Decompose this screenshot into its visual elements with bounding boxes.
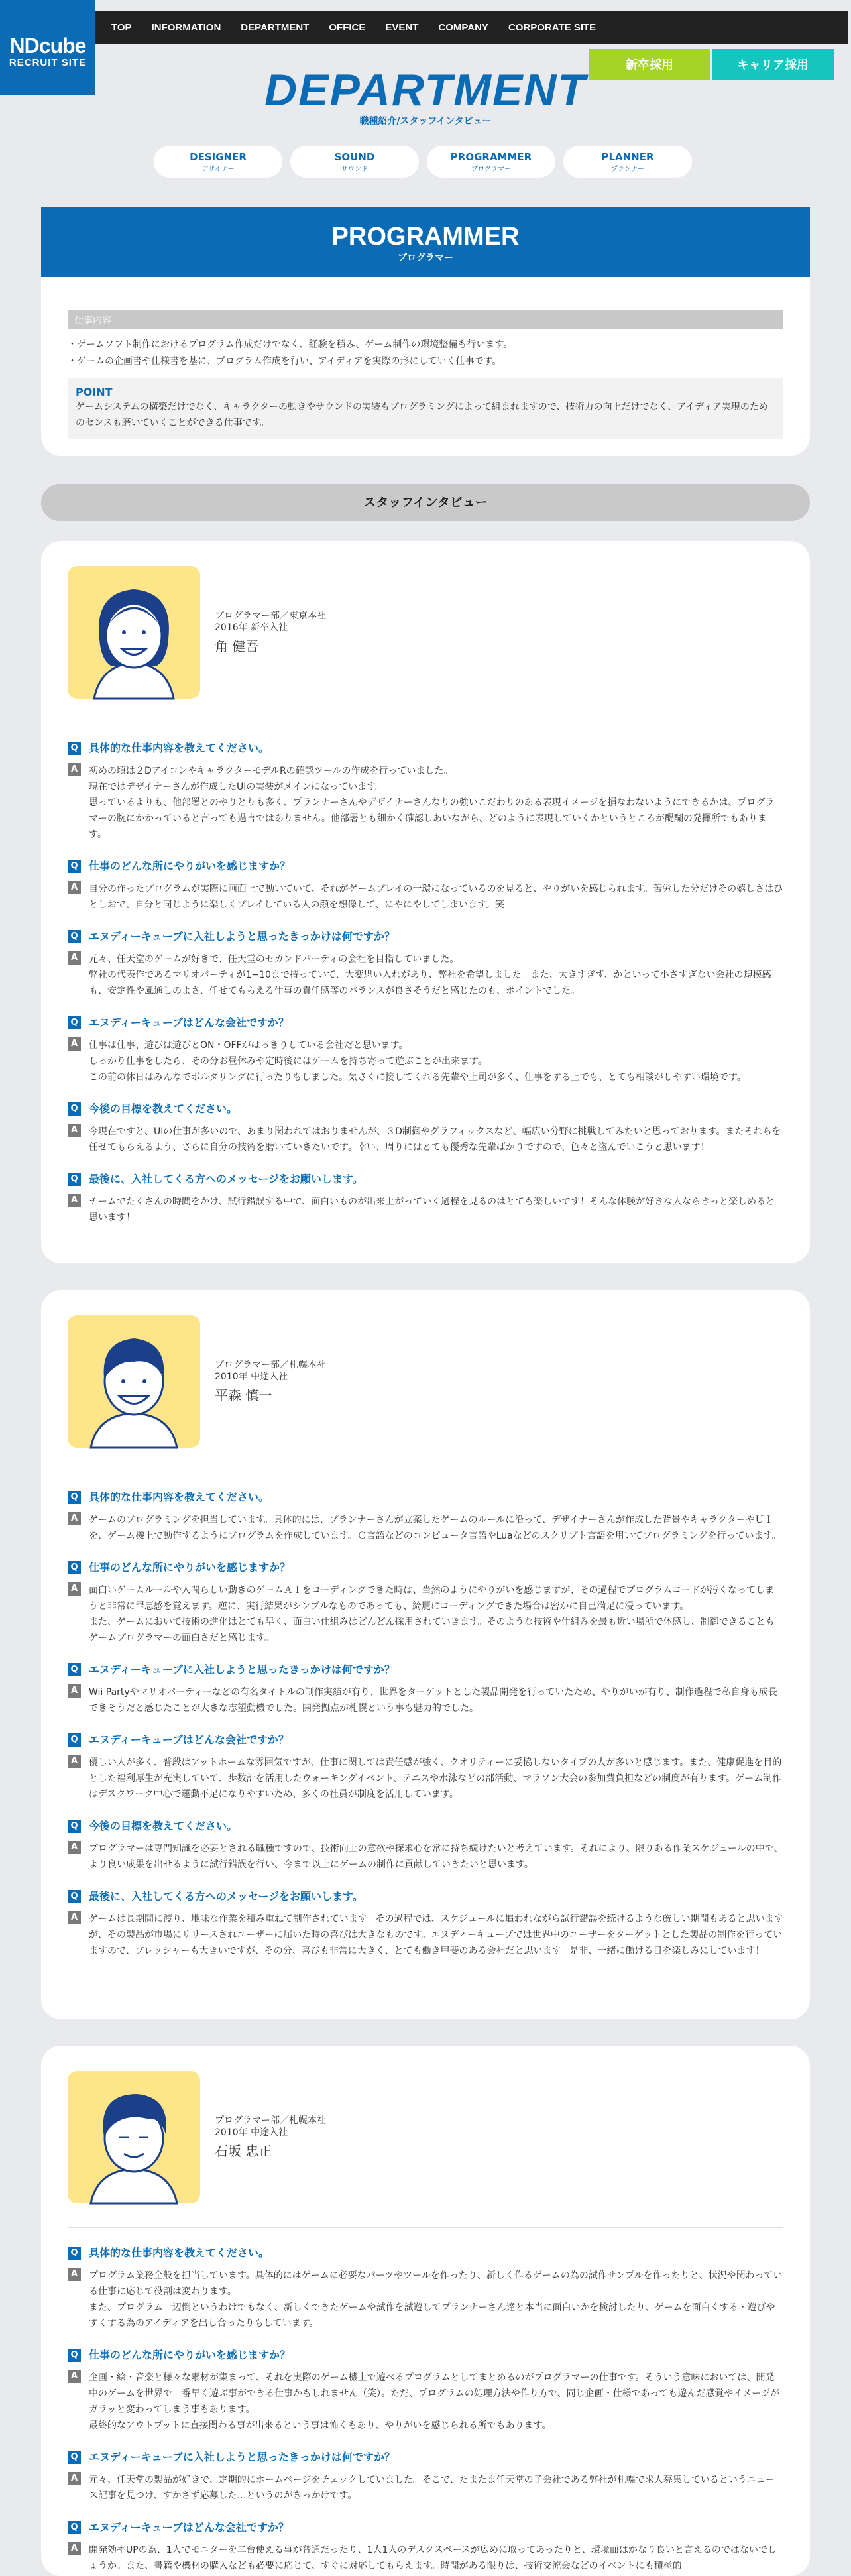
qa-item	[68, 1561, 783, 1646]
section-label: 仕事内容	[68, 310, 783, 329]
a-badge: A	[68, 1582, 81, 1596]
staff-name: 平森 慎一	[215, 1387, 272, 1403]
qa-item	[68, 1016, 783, 1085]
logo-name: NDcube	[9, 34, 86, 58]
staff-card	[41, 1290, 810, 2019]
q-badge: Q	[68, 1890, 81, 1903]
q-badge: Q	[68, 1663, 81, 1676]
answer: 優しい人が多く、普段はアットホームな雰囲気ですが、仕事に関しては責任感が強く、クオリティーに妥協しないタイプの人が多いと感じます。また、健康促進を目的とした福利厚生が充実していて、歩数計を活用したウォーキングイベント、テニスや水泳などの部活動、マラソン大会の参加費負担などの制度が有ります。ゲーム制作はデスクワーク中心で運動不足になりやすいため、多くの社員が制度を活用しています。	[89, 1757, 782, 1800]
hero	[0, 66, 851, 127]
tab-sound[interactable]	[290, 146, 419, 178]
tab-sublabel: サウンド	[341, 166, 368, 173]
tab-label: DESIGNER	[190, 151, 247, 163]
qa-item	[68, 860, 783, 913]
answer: 面白いゲームルールや人間らしい動きのゲームＡＩをコーディングできた時は、当然のようにやりがいを感じますが、その過程でプログラムコードが汚くなってしまうと非常に罪悪感を覚えます。逆に、実行結果がシンプルなものであっても、綺麗にコーディングできた場合は密かに自己満足に浸っています。 また、ゲームにおいて技術の進化はとても早く、面白い仕組みはどんどん採用されていきます。そのような技術や仕組みを最も近い場所で体感し、制御できることもゲームプログラマーの面白さだと感じます。	[89, 1585, 775, 1643]
staff-department: プログラマー部／札幌本社	[215, 1360, 326, 1370]
nav-information[interactable]: INFORMATION	[151, 21, 221, 33]
tab-designer[interactable]	[154, 146, 282, 178]
page-subtitle: 職種紹介/スタッフインタビュー	[359, 116, 492, 127]
answer: ゲームは長期間に渡り、地味な作業を積み重ねて制作されています。その過程では、スケジュールに追われながら試行錯誤を続けるような厳しい期間もあると思いますが、その製品が市場にリリースされユーザーに届いた時の喜びは大きなものです。エヌディーキューブでは世界中のユーザーをターゲットとした製品の制作を行っていますので、プレッシャーも大きいですが、その分、喜びも非常に大きく、とても働き甲斐のある会社だと思います。是非、一緒に働ける日を楽しみにしています！	[89, 1914, 783, 1956]
answer: プログラマーは専門知識を必要とされる職種ですので、技術向上の意欲や探求心を常に持ち続けたいと考えています。それにより、限りある作業スケジュールの中で、より良い成果を出せるように試行錯誤を行い、今まで以上にゲームの制作に貢献していきたいと思います。	[89, 1844, 783, 1870]
a-badge: A	[68, 1512, 81, 1525]
tab-sublabel: プランナー	[611, 166, 644, 173]
staff-name: 石坂 忠正	[215, 2143, 272, 2159]
nav-corporate-site[interactable]: CORPORATE SITE	[508, 21, 596, 33]
job-header	[41, 207, 810, 277]
q-badge: Q	[68, 1102, 81, 1116]
point-body: ゲームシステムの構築だけでなく、キャラクターの動きやサウンドの実装もプログラミングによって組まれますので、技術力の向上だけでなく、アイディア実現のためのセンスも磨いていくことができる仕事です。	[76, 402, 768, 428]
question: 今後の目標を教えてください。	[89, 1102, 238, 1115]
point-box	[68, 378, 783, 439]
a-badge: A	[68, 881, 81, 894]
answer: 元々、任天堂の製品が好きで、定期的にホームページをチェックしていました。そこで、たまたま任天堂の子会社である弊社が札幌で求人募集しているというニュース記事を見つけ、すかさず応募した…というのがきっかけです。	[89, 2475, 775, 2501]
q-badge: Q	[68, 1016, 81, 1029]
qa-item	[68, 2247, 783, 2331]
staff-info	[215, 566, 326, 652]
question: 仕事のどんな所にやりがいを感じますか？	[89, 2349, 291, 2361]
answer: プログラム業務全般を担当しています。具体的にはゲームに必要なパーツやツールを作ったり、新しく作るゲームの為の試作サンプルを作ったりと、状況や関わっている仕事に応じて役割は変わります。 また、プログラム一辺倒というわけでもなく、新しくできたゲームや試作を試遊してプランナーさん達と本当に面白いかを検討したり、ゲームを面白くする・遊びやすくする為のアイディアを出し合ったりもしています。	[89, 2270, 783, 2329]
qa-item	[68, 1102, 783, 1155]
staff-card	[41, 541, 810, 1263]
nav-top[interactable]: TOP	[111, 21, 132, 33]
staff-portrait	[68, 2071, 200, 2203]
new-graduate-button[interactable]: 新卒採用	[589, 49, 710, 80]
q-badge: Q	[68, 930, 81, 943]
a-badge: A	[68, 1841, 81, 1854]
qa-item	[68, 1820, 783, 1873]
staff-name: 角 健吾	[215, 638, 259, 654]
duty-item: ・ゲームの企画書や仕様書を基に、プログラム作成を行い、アイディアを実際の形にしていく仕事です。	[68, 356, 502, 367]
answer: 企画・絵・音楽と様々な素材が集まって、それを実際のゲーム機上で遊べるプログラムとしてまとめるのがプログラマーの仕事です。そういう意味においては、開発中のゲームを世界で一番早く遊ぶ事ができる仕事かもしれません（笑）。ただ、プログラムの処理方法や作り方で、同じ企画・仕様であっても遊んだ感覚やイメージがガラッと変わってしまう事もあります。 最終的なアウトプットに直接関わる事が出来るという事は怖くもあり、やりがいを感じられる所でもあります。	[89, 2372, 780, 2431]
qa-item	[68, 2349, 783, 2433]
a-badge: A	[68, 1124, 81, 1137]
q-badge: Q	[68, 860, 81, 873]
avatar	[68, 566, 200, 699]
q-badge: Q	[68, 1733, 81, 1747]
a-badge: A	[68, 1194, 81, 1207]
a-badge: A	[68, 2370, 81, 2383]
a-badge: A	[68, 2472, 81, 2485]
staff-join-year: 2016年 新卒入社	[215, 622, 288, 633]
qa-item	[68, 742, 783, 843]
a-badge: A	[68, 951, 81, 965]
staff-join-year: 2010年 中途入社	[215, 1372, 288, 1382]
a-badge: A	[68, 2542, 81, 2555]
avatar	[68, 1315, 200, 1448]
question: 最後に、入社してくる方へのメッセージをお願いします。	[89, 1173, 363, 1185]
question: 仕事のどんな所にやりがいを感じますか？	[89, 860, 291, 872]
duty-item: ・ゲームソフト制作におけるプログラム作成だけでなく、経験を積み、ゲーム制作の環境整備も行います。	[68, 339, 513, 350]
qa-item	[68, 2451, 783, 2504]
tab-label: PROGRAMMER	[450, 151, 532, 163]
q-badge: Q	[68, 1820, 81, 1833]
staff-join-year: 2010年 中途入社	[215, 2127, 288, 2138]
answer: 自分の作ったプログラムが実際に画面上で動いていて、それがゲームプレイの一環になっているのを見ると、やりがいを感じられます。苦労した分だけその嬉しさはひとしおで、自分と同じように楽しくプレイしている人の顔を想像して、にやにやしてしまいます。笑	[89, 884, 783, 910]
qa-item	[68, 1173, 783, 1226]
qa-item	[68, 1663, 783, 1716]
answer: 初めの頃は２DアイコンやキャラクターモデルRの確認ツールの作成を行っていました。 現在ではデザイナーさんが作成したUIの実装がメインになっています。 思っているよりも、他部署とのやりとりも多く、プランナーさんやデザイナーさんなりの強いこだわりのある表現イメージを損なわないようにできるかは、プログラマーの腕にかかっていると言っても過言ではありません。他部署とも細かく確認しあいながら、どのように表現していくかというところが醍醐の発揮所でもあります。	[89, 766, 775, 840]
question: エヌディーキューブに入社しようと思ったきっかけは何ですか？	[89, 930, 395, 943]
tab-programmer[interactable]	[427, 146, 555, 178]
answer: チームでたくさんの時間をかけ、試行錯誤する中で、面白いものが出来上がっていく過程を見るのはとても楽しいです！そんな体験が好きな人ならきっと楽しめると思います！	[89, 1197, 775, 1223]
a-badge: A	[68, 1684, 81, 1698]
logo-subtitle: RECRUIT SITE	[9, 57, 87, 68]
question: 具体的な仕事内容を教えてください。	[89, 1491, 270, 1503]
point-title: POINT	[76, 386, 113, 398]
staff-card	[41, 2046, 810, 2576]
question: 今後の目標を教えてください。	[89, 1820, 238, 1832]
q-badge: Q	[68, 1491, 81, 1504]
question: 仕事のどんな所にやりがいを感じますか？	[89, 1561, 291, 1574]
tab-label: PLANNER	[601, 151, 654, 163]
job-description-card	[41, 207, 810, 456]
a-badge: A	[68, 1037, 81, 1051]
q-badge: Q	[68, 1173, 81, 1186]
tab-sublabel: プログラマー	[471, 166, 511, 173]
department-tabs	[154, 146, 700, 178]
staff-department: プログラマー部／札幌本社	[215, 2115, 326, 2126]
a-badge: A	[68, 1755, 81, 1768]
staff-department: プログラマー部／東京本社	[215, 611, 326, 621]
staff-info	[215, 2071, 326, 2157]
q-badge: Q	[68, 742, 81, 755]
q-badge: Q	[68, 1561, 81, 1574]
answer: Wii Partyやマリオパーティーなどの有名タイトルの制作実績が有り、世界をターゲットとした製品開発を行っていたため、やりがいが有り、制作過程で私自身も成長できそうだと感じたことが大きな志望動機でした。開発拠点が札幌という事も魅力的でした。	[89, 1687, 777, 1714]
answer: 今現在ですと、UIの仕事が多いので、あまり関われてはおりませんが、３D制御やグラフィックスなど、幅広い分野に挑戦してみたいと思っております。またそれらを任せてもらえるよう、さらに自分の技術を磨いていきたいです。幸い、周りにはとても優秀な先輩ばかりですので、色々と盗んでいこうと思います！	[89, 1126, 781, 1153]
staff-portrait	[68, 566, 200, 699]
question: エヌディーキューブに入社しようと思ったきっかけは何ですか？	[89, 2451, 395, 2463]
job-title-jp: プログラマー	[398, 253, 453, 263]
q-badge: Q	[68, 2521, 81, 2534]
a-badge: A	[68, 1911, 81, 1924]
tab-label: SOUND	[334, 151, 375, 163]
qa-item	[68, 1890, 783, 1959]
nav-department[interactable]: DEPARTMENT	[241, 21, 310, 33]
q-badge: Q	[68, 2349, 81, 2362]
q-badge: Q	[68, 2451, 81, 2464]
question: エヌディーキューブはどんな会社ですか？	[89, 2521, 289, 2534]
interview-heading: スタッフインタビュー	[41, 484, 810, 521]
answer: 開発効率UPの為、1人でモニターを二台使える事が普通だったり、1人1人のデスクスペースが広めに取ってあったりと、環境面はかなり良いと言えるのではないでしょうか。また、書籍や機材の購入なども必要に応じて、すぐに対応してもらえます。時間がある限りは、技術交流会などのイベントにも積極的	[89, 2545, 777, 2571]
question: エヌディーキューブはどんな会社ですか？	[89, 1016, 289, 1029]
divider	[68, 2227, 783, 2228]
nav-office[interactable]: OFFICE	[329, 21, 366, 33]
a-badge: A	[68, 2268, 81, 2281]
page-title: DEPARTMENT	[264, 65, 587, 115]
career-button[interactable]: キャリア採用	[712, 49, 834, 80]
avatar	[68, 2071, 200, 2203]
question: 具体的な仕事内容を教えてください。	[89, 742, 270, 754]
job-title: PROGRAMMER	[331, 223, 520, 251]
global-nav	[95, 11, 848, 44]
tab-sublabel: デザイナー	[201, 166, 235, 173]
question: 最後に、入社してくる方へのメッセージをお願いします。	[89, 1890, 363, 1903]
qa-item	[68, 1491, 783, 1544]
question: エヌディーキューブはどんな会社ですか？	[89, 1733, 289, 1746]
qa-item	[68, 1733, 783, 1802]
nav-company[interactable]: COMPANY	[438, 21, 488, 33]
question: 具体的な仕事内容を教えてください。	[89, 2247, 270, 2259]
tab-planner[interactable]	[563, 146, 692, 178]
answer: 元々、任天堂のゲームが好きで、任天堂のセカンドパーティの会社を目指していました。 弊社の代表作であるマリオパーティが1−10まで持っていて、大変思い入れがあり、弊社を希望しました。また、大きすぎず、かといって小さすぎない会社の規模感も、安定性や風通しのよさ、任せてもらえる仕事の責任感等のバランスが良さそうだと感じたのも、ポイントでした。	[89, 954, 771, 996]
qa-item	[68, 930, 783, 999]
answer: 仕事は仕事、遊びは遊びとON・OFFがはっきりしている会社だと思います。 しっかり仕事をしたら、その分お昼休みや定時後にはゲームを持ち寄って遊ぶことが出来ます。 この前の休日はみんなでボルダリングに行ったりもしました。気さくに接してくれる先輩や上司が多く、仕事をする上でも、とても相談がしやすい環境です。	[89, 1040, 746, 1083]
qa-item	[68, 2521, 783, 2574]
staff-portrait	[68, 1315, 200, 1448]
staff-info	[215, 1315, 326, 1401]
a-badge: A	[68, 763, 81, 776]
question: エヌディーキューブに入社しようと思ったきっかけは何ですか？	[89, 1663, 395, 1676]
nav-event[interactable]: EVENT	[385, 21, 419, 33]
site-logo[interactable]	[0, 0, 95, 95]
duty-list	[68, 337, 783, 370]
answer: ゲームのプログラミングを担当しています。具体的には、プランナーさんが立案したゲームのルールに沿って、デザイナーさんが作成した背景やキャラクターやＵＩを、ゲーム機上で動作するようにプログラムを作成しています。Ｃ言語などのコンピュータ言語やLuaなどのスクリプト言語を用いてプログラミングを行っています。	[89, 1515, 781, 1541]
q-badge: Q	[68, 2247, 81, 2260]
